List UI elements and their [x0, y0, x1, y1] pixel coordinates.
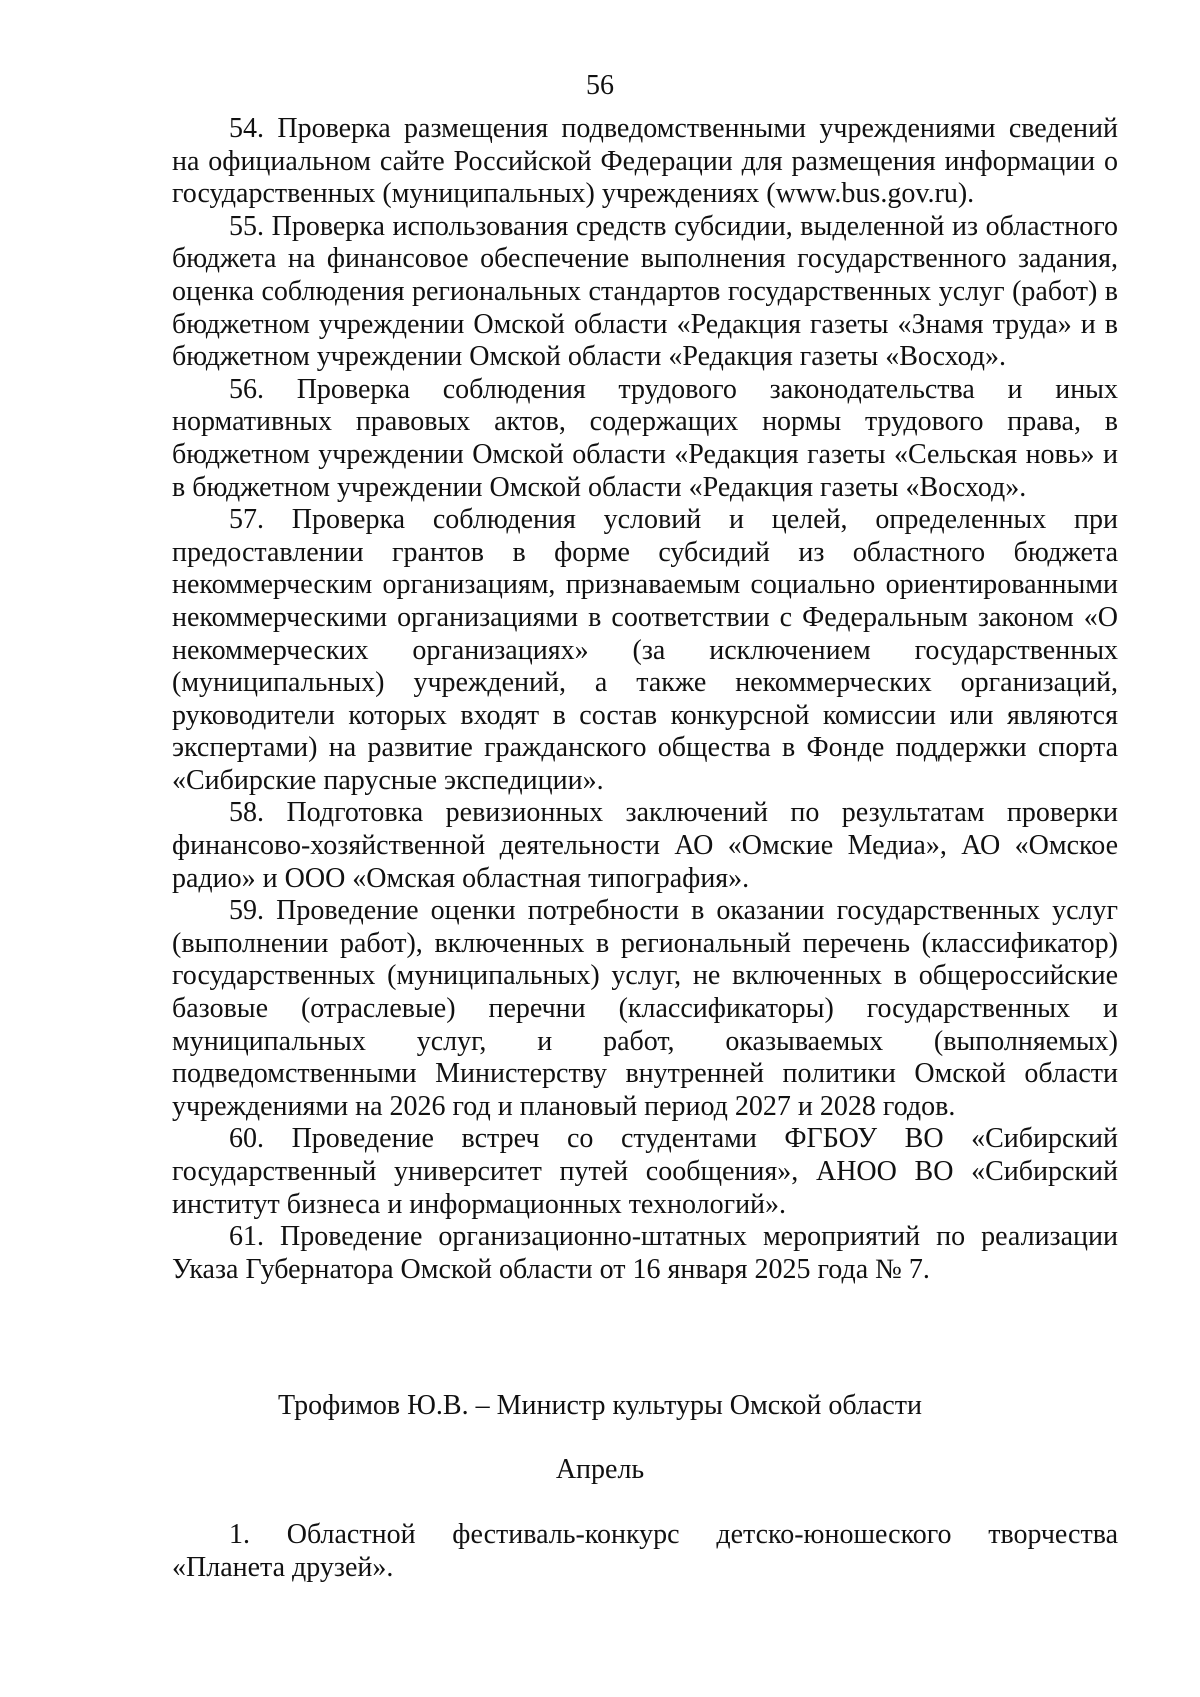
list-item-58: 58. Подготовка ревизионных заключений по результатам проверки финансово-хозяйственной деятельности АО «Омские Медиа», АО «Омское радио» и ООО «Омская областная типография». — [172, 797, 1118, 894]
list-item-55: 55. Проверка использования средств субсидии, выделенной из областного бюджета на финансовое обеспечение выполнения государственного задания, оценка соблюдения региональных стандартов государственных услуг (работ) в бюджетном учреждении Омской области «Редакция газеты «Знамя труда» и в бюджетном учреждении Омской области «Редакция газеты «Восход». — [172, 210, 1118, 373]
section-body — [172, 1519, 1118, 1584]
list-item-56: 56. Проверка соблюдения трудового законодательства и иных нормативных правовых актов, содержащих нормы трудового права, в бюджетном учреждении Омской области «Редакция газеты «Сельская новь» и в бюджетном учреждении Омской области «Редакция газеты «Восход». — [172, 373, 1118, 503]
document-body — [172, 113, 1118, 1286]
list-item-60: 60. Проведение встреч со студентами ФГБОУ ВО «Сибирский государственный университет путей сообщения», АНОО ВО «Сибирский институт бизнеса и информационных технологий». — [172, 1123, 1118, 1220]
list-item-61: 61. Проведение организационно-штатных мероприятий по реализации Указа Губернатора Омской области от 16 января 2025 года № 7. — [172, 1221, 1118, 1285]
list-item-54: 54. Проверка размещения подведомственными учреждениями сведений на официальном сайте Российской Федерации для размещения информации о государственных (муниципальных) учреждениях (www.bus.gov.ru). — [172, 113, 1118, 210]
page-number: 56 — [586, 70, 614, 101]
section-list-item-1: 1. Областной фестиваль-конкурс детско-юношеского творчества «Планета друзей». — [172, 1519, 1118, 1583]
list-item-57: 57. Проверка соблюдения условий и целей, определенных при предоставлении грантов в форме субсидий из областного бюджета некоммерческим организациям, признаваемым социально ориентированными некоммерческими организациями в соответствии с Федеральным законом «О некоммерческих организациях» (за исключением государственных (муниципальных) учреждений, а также некоммерческих организаций, руководители которых входят в состав конкурсной комиссии или являются экспертами) на развитие гражданского общества в Фонде поддержки спорта «Сибирские парусные экспедиции». — [172, 504, 1118, 796]
month-heading: Апрель — [555, 1454, 645, 1485]
section-heading: Трофимов Ю.В. – Министр культуры Омской области — [278, 1390, 922, 1421]
list-item-59: 59. Проведение оценки потребности в оказании государственных услуг (выполнении работ), включенных в региональный перечень (классификатор) государственных (муниципальных) услуг, не включенных в общероссийские базовые (отраслевые) перечни (классификаторы) государственных и муниципальных услуг, и работ, оказываемых (выполняемых) подведомственными Министерству внутренней политики Омской области учреждениями на 2026 год и плановый период 2027 и 2028 годов. — [172, 895, 1118, 1122]
